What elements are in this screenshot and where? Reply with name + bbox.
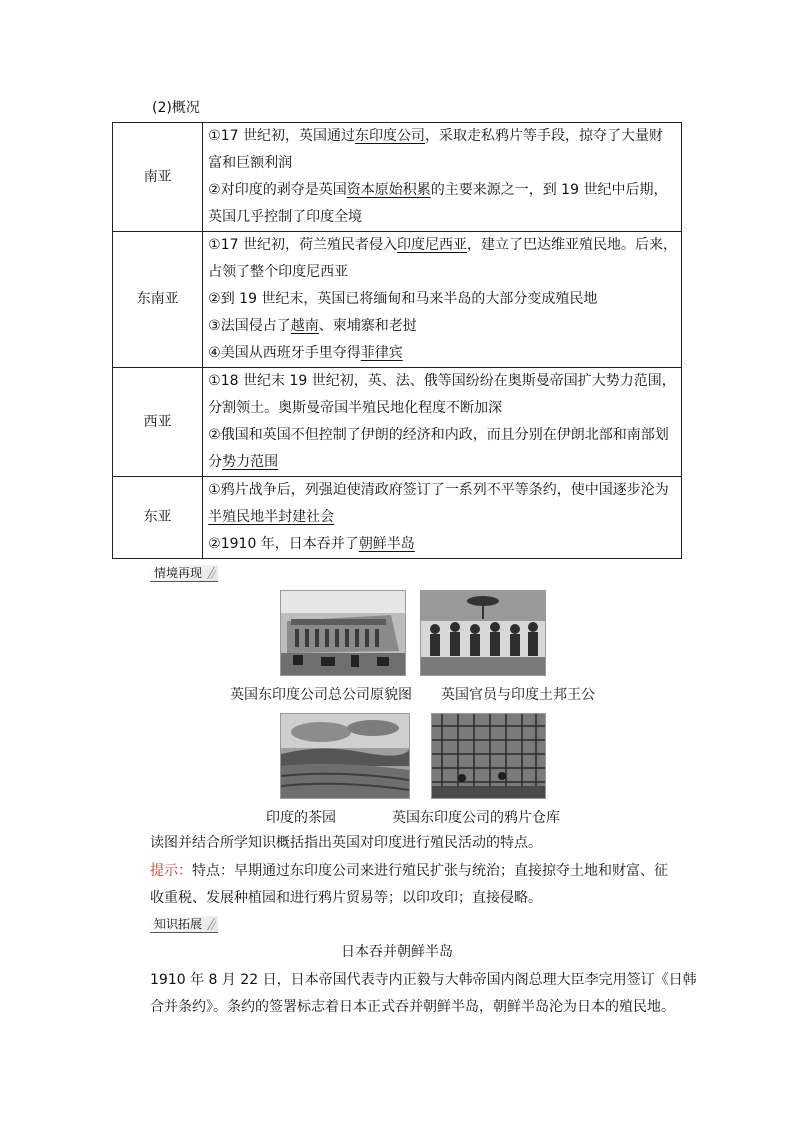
key-term: 半殖民地半封建社会 [208,509,335,525]
hint-text-1: 特点：早期通过东印度公司来进行殖民扩张与统治；直接掠夺土地和财富、征 [192,863,668,879]
overview-table [112,122,682,559]
extension-line-2: 合并条约》。条约的签署标志着日本正式吞并朝鲜半岛，朝鲜半岛沦为日本的殖民地。 [150,999,675,1015]
table-row [113,477,682,559]
content-line [208,477,677,504]
content-line [208,340,677,367]
british-officials-princes-photo [420,590,546,676]
text-segment: ①17 世纪初，荷兰殖民者侵入 [208,237,397,253]
text-segment: 占领了整个印度尼西亚 [208,264,349,280]
content-line [208,286,677,313]
text-segment: 英国几乎控制了印度全境 [208,209,363,225]
section-heading: (2)概况 [152,100,200,116]
content-line [208,504,677,531]
key-term: 朝鲜半岛 [358,536,415,552]
content-line [208,204,677,231]
content-line [208,368,677,395]
content-cell [203,232,682,368]
content-line [208,531,677,558]
key-term: 势力范围 [222,454,279,470]
table-row [113,368,682,477]
tea-garden-photo [280,713,410,799]
extension-tag: 知识拓展 [150,916,218,933]
content-line [208,123,677,150]
content-line [208,422,677,449]
hint-label: 提示： [150,863,192,879]
key-term: 菲律宾 [360,345,403,361]
text-segment: 富和巨额利润 [208,155,293,171]
text-segment: ①鸦片战争后，列强迫使清政府签订了一系列不平等条约，使中国逐步沦为 [208,482,669,498]
region-cell: 西亚 [113,368,203,477]
content-cell [203,477,682,559]
content-line [208,232,677,259]
table-row [113,232,682,368]
text-segment: ②俄国和英国不但控制了伊朗的经济和内政，而且分别在伊朗北部和南部划 [208,427,669,443]
caption-company-hq: 英国东印度公司总公司原貌图 [230,687,412,703]
text-segment: ②1910 年，日本吞并了 [208,536,359,552]
content-line [208,395,677,422]
text-segment: 分割领土。奥斯曼帝国半殖民地化程度不断加深 [208,400,503,416]
content-line [208,259,677,286]
caption-officials-princes: 英国官员与印度土邦王公 [441,687,595,703]
region-cell: 南亚 [113,123,203,232]
content-cell [203,123,682,232]
table-row [113,123,682,232]
east-india-company-hq-photo [280,590,406,676]
region-cell: 东亚 [113,477,203,559]
text-segment: 的主要来源之一，到 19 世纪中后期， [430,182,668,198]
text-segment: 分 [208,454,223,470]
caption-opium-warehouse: 英国东印度公司的鸦片仓库 [392,810,560,826]
scenario-tag: 情境再现 [150,565,218,582]
text-segment: ①18 世纪末 19 世纪初，英、法、俄等国纷纷在奥斯曼帝国扩大势力范围， [208,373,676,389]
content-line [208,177,677,204]
content-line [208,449,677,476]
opium-warehouse-photo [431,713,546,799]
content-line [208,150,677,177]
hint-line-2: 收重税、发展种植园和进行鸦片贸易等；以印攻印；直接侵略。 [150,890,542,906]
extension-title: 日本吞并朝鲜半岛 [341,944,453,960]
text-segment: ④美国从西班牙手里夺得 [208,345,361,361]
scenario-question: 读图并结合所学知识概括指出英国对印度进行殖民活动的特点。 [150,835,542,851]
key-term: 东印度公司 [355,128,425,144]
extension-line-1: 1910 年 8 月 22 日，日本帝国代表寺内正毅与大韩帝国内阁总理大臣李完用签订《日韩 [150,972,697,988]
text-segment: ，采取走私鸦片等手段，掠夺了大量财 [425,128,663,144]
key-term: 越南 [290,318,319,334]
text-segment: ②到 19 世纪末，英国已将缅甸和马来半岛的大部分变成殖民地 [208,291,598,307]
caption-tea-garden: 印度的茶园 [266,810,336,826]
content-line [208,313,677,340]
text-segment: ①17 世纪初，英国通过 [208,128,355,144]
region-cell: 东南亚 [113,232,203,368]
text-segment: 、柬埔寨和老挝 [318,318,417,334]
text-segment: ②对印度的剥夺是英国 [208,182,347,198]
content-cell [203,368,682,477]
key-term: 印度尼西亚 [397,237,467,253]
text-segment: ③法国侵占了 [208,318,291,334]
hint-line-1 [150,860,668,880]
text-segment: ，建立了巴达维亚殖民地。后来， [467,237,677,253]
key-term: 资本原始积累 [346,182,431,198]
